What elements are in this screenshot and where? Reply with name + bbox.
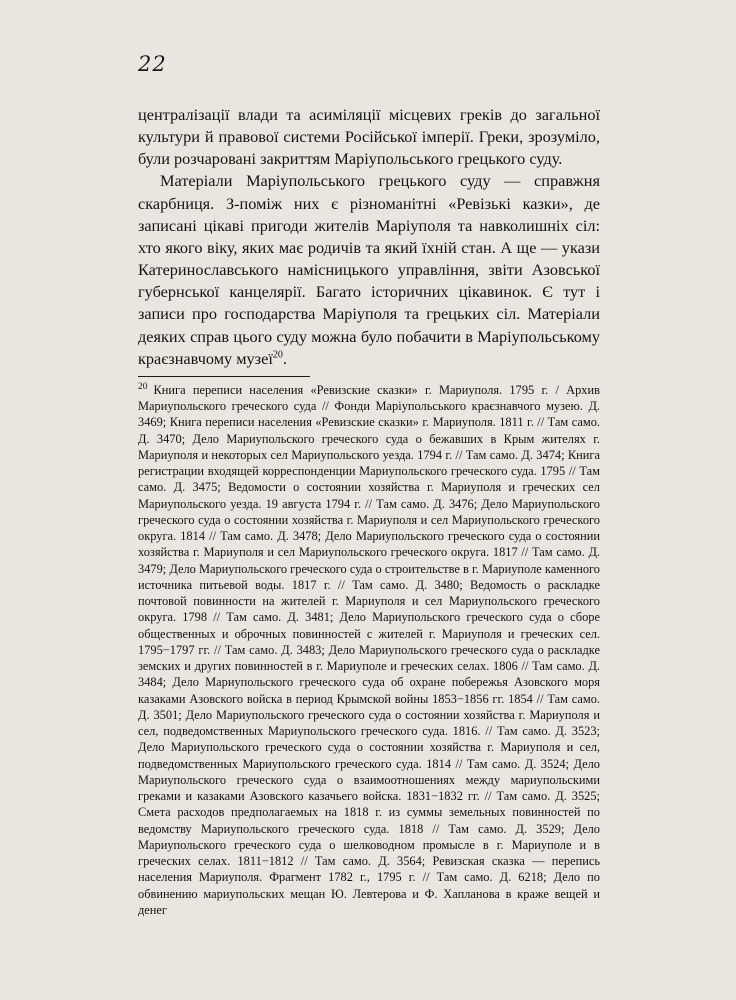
paragraph-1: централізації влади та асиміляції місцевих греків до загальної культури й правової системи Російської імперії. Греки, зрозуміло, були розчаровані закриттям Маріупольського грецького суду. <box>138 105 600 169</box>
footnote-reference: 20 <box>272 349 283 361</box>
footnote-marker: 20 <box>138 381 148 392</box>
page-number: 22 <box>138 52 167 76</box>
paragraph-2 <box>138 170 600 369</box>
page-content <box>138 104 600 918</box>
body-text-block <box>138 104 600 370</box>
footnote-text: Книга переписи населения «Ревизские сказки» г. Мариуполя. 1795 г. / Архив Мариупольского греческого суда // Фонди Маріупольського краєзнавчого музею. Д. 3469; Книга переписи населения «Ревизские сказки» г. Мариуполя. 1811 г. // Там само. Д. 3470; Дело Мариупольского греческого суда о бежавших в Крым жителях г. Мариуполя и некоторых сел Мариупольского уезда. 1794 г. // Там само. Д. 3474; Книга регистрации входящей корреспонденции Мариупольского греческого суда. 1795 // Там само. Д. 3475; Ведомости о состоянии хозяйства г. Мариуполя и греческих сел Мариупольского уезда. 19 августа 1794 г. // Там само. Д. 3476; Дело Мариупольского греческого суда о состоянии хозяйства г. Мариуполя и сел Мариупольского греческого округа. 1814 // Там само. Д. 3478; Дело Мариупольского греческого суда о состоянии хозяйства г. Мариуполя и сел Мариупольского греческого округа. 1817 // Там само. Д. 3479; Дело Мариупольского греческого суда о строительстве в г. Мариуполе каменного источника питьевой воды. 1817 г. // Там само. Д. 3480; Ведомость о раскладке почтовой повинности на жителей г. Мариуполя и сел Мариупольского греческого округа. 1798 // Там само. Д. 3481; Дело Мариупольского греческого суда о сборе общественных и оброчных повинностей с жителей г. Мариуполя и греческих сел. 1795−1797 гг. // Там само. Д. 3483; Дело Мариупольского греческого суда о раскладке земских и других повинностей в г. Мариуполе и греческих селах. 1806 // Там само. Д. 3484; Дело Мариупольского греческого суда об охране побережья Азовского моря казаками Азовского войска в период Крымской войны 1853−1856 гг. 1854 // Там само. Д. 3501; Дело Мариупольского греческого суда о состоянии хозяйства г. Мариуполя и сел, подведомственных Мариупольского греческого суда. 1816. // Там само. Д. 3523; Дело Мариупольского греческого суда о состоянии хозяйства г. Мариуполя и сел, подведомственных Мариупольского греческого суда. 1814 // Там само. Д. 3524; Дело Мариупольского греческого суда о взаимоотношениях между мариупольскими греками и казаками Азовского казачьего войска. 1831−1832 гг. // Там само. Д. 3525; Смета расходов предполагаемых на 1818 г. из суммы земельных повинностей по ведомству Мариупольского греческого суда. 1818 // Там само. Д. 3529; Дело Мариупольского греческого суда о шелководном промысле в г. Мариуполе и в греческих селах. 1811−1812 // Там само. Д. 3564; Ревизская сказка — перепись населения Мариуполя. Фрагмент 1782 г., 1795 г. // Там само. Д. 6218; Дело по обвинению мариупольских мещан Ю. Левтерова и Ф. Хапланова в краже вещей и денег <box>138 382 600 917</box>
paragraph-2-tail: . <box>282 348 287 368</box>
footnote-entry <box>138 382 600 918</box>
footnote-separator-rule <box>138 376 310 377</box>
paragraph-2-text: Матеріали Маріупольського грецького суду — справжня скарбниця. З-поміж них є різноманітні «Ревізькі казки», де записані цікаві пригоди жителів Маріуполя та навколишніх сіл: хто якого віку, яких має родичів та який їхній стан. А ще — укази Катеринославського намісницького управління, звіти Азовської губернської канцелярії. Багато історичних цікавинок. Є тут і записи про господарства Маріуполя та грецьких сіл. Матеріали деяких справ цього суду можна було побачити в Маріупольському краєзнавчому музеї <box>138 171 600 368</box>
footnote-block <box>138 382 600 918</box>
